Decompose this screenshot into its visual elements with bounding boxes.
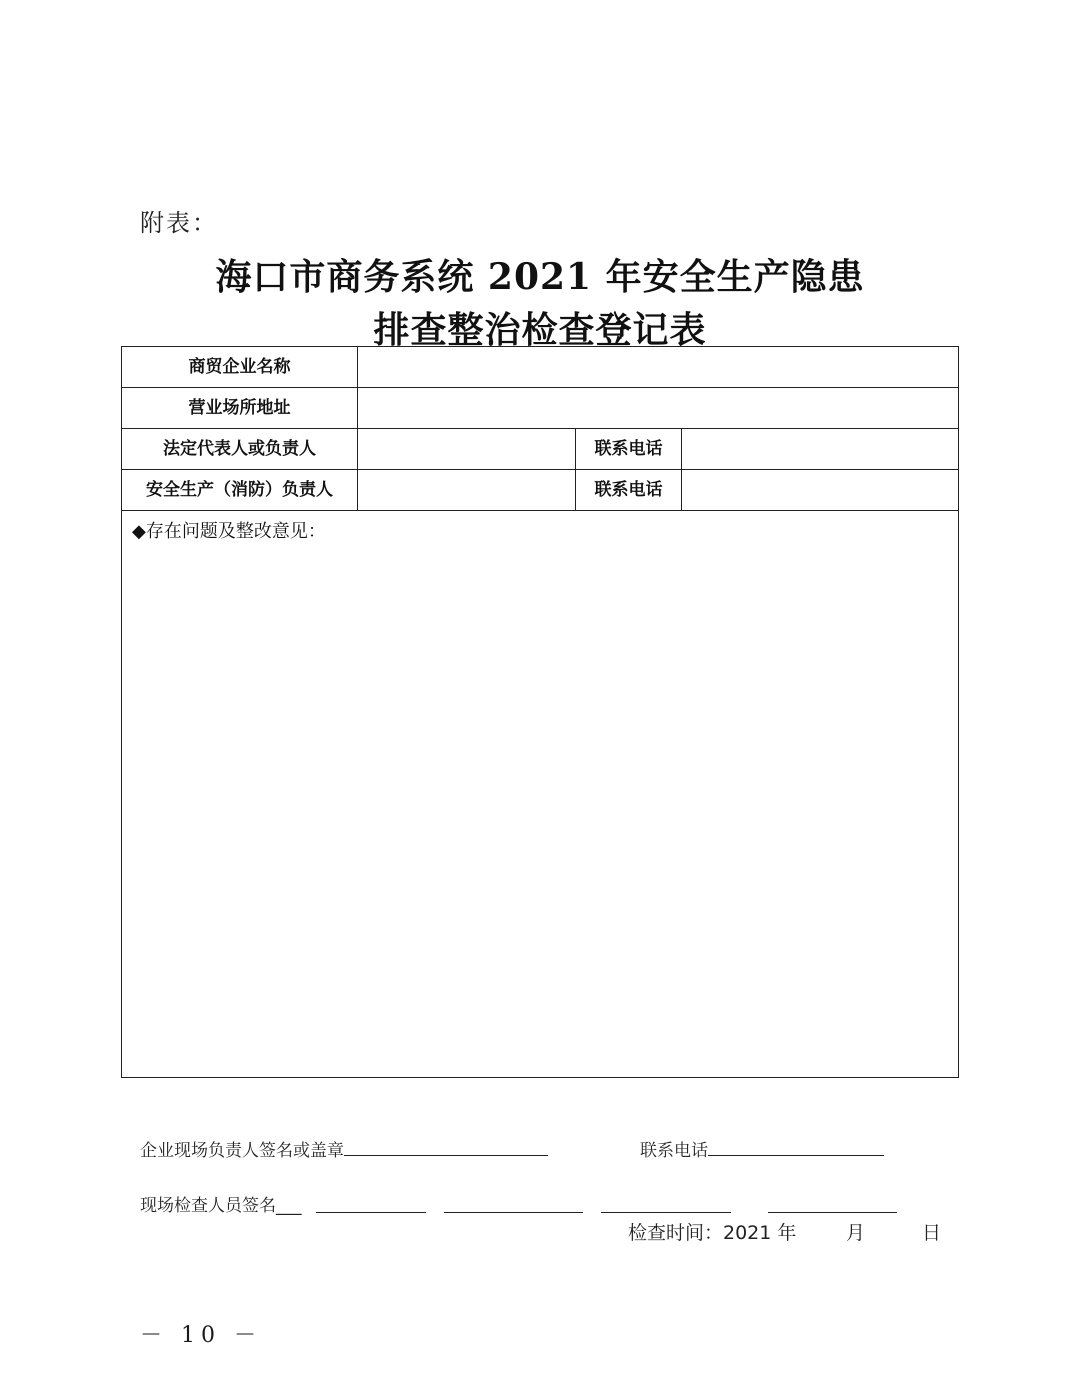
inspector-signature-blank-2[interactable] bbox=[444, 1212, 583, 1213]
phone-label-1: 联系电话 bbox=[594, 439, 663, 459]
inspector-signature-label: 现场检查人员签名___ bbox=[140, 1196, 302, 1216]
inspector-signature-blank-3[interactable] bbox=[601, 1212, 731, 1213]
appendix-label: 附表： bbox=[140, 209, 218, 237]
inspector-signature-blank-1[interactable] bbox=[316, 1212, 426, 1213]
company-name-field[interactable] bbox=[358, 347, 958, 387]
legal-rep-label: 法定代表人或负责人 bbox=[163, 439, 316, 459]
inspection-day-label: 日 bbox=[922, 1222, 942, 1244]
row-divider bbox=[122, 510, 958, 511]
legal-rep-field[interactable] bbox=[358, 429, 574, 469]
registration-form-table bbox=[121, 346, 959, 1078]
phone-label-2: 联系电话 bbox=[594, 480, 663, 500]
onsite-signature-line bbox=[140, 1136, 548, 1161]
company-name-label: 商贸企业名称 bbox=[188, 357, 291, 377]
footer-phone-line bbox=[640, 1136, 884, 1161]
page-number: － 10 － bbox=[140, 1323, 262, 1348]
inspector-signature-blank-4[interactable] bbox=[768, 1212, 897, 1213]
address-field[interactable] bbox=[358, 388, 958, 428]
onsite-signature-label: 企业现场负责人签名或盖章 bbox=[140, 1141, 344, 1161]
safety-officer-field[interactable] bbox=[358, 470, 574, 510]
issues-text-area[interactable] bbox=[122, 547, 958, 1077]
phone-field-2[interactable] bbox=[682, 470, 958, 510]
safety-officer-label: 安全生产（消防）负责人 bbox=[146, 480, 333, 500]
issues-label: ◆存在问题及整改意见： bbox=[132, 521, 326, 542]
inspection-time-label: 检查时间：2021 年 bbox=[628, 1222, 797, 1244]
phone-field-1[interactable] bbox=[682, 429, 958, 469]
document-title-line-2: 排查整治检查登记表 bbox=[373, 309, 707, 351]
document-title-line-1: 海口市商务系统 2021 年安全生产隐患 bbox=[215, 256, 865, 298]
address-label: 营业场所地址 bbox=[188, 398, 291, 418]
onsite-signature-blank[interactable] bbox=[344, 1137, 548, 1156]
footer-phone-blank[interactable] bbox=[708, 1137, 884, 1156]
inspection-month-label: 月 bbox=[846, 1222, 866, 1244]
footer-phone-label: 联系电话 bbox=[640, 1141, 708, 1161]
